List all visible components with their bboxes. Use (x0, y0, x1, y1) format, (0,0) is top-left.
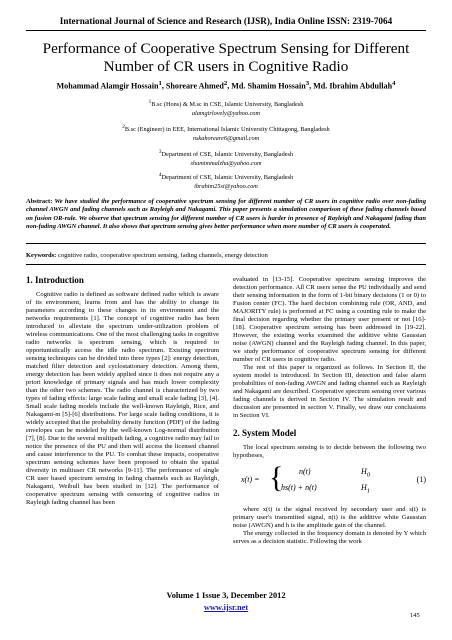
equation-case-1: n(t) (299, 467, 311, 476)
author-2-sup: 2 (223, 80, 228, 87)
journal-header: International Journal of Science and Research (IJSR), India Online ISSN: 2319-7064 (59, 16, 393, 26)
affiliation-4-email: ibrahim25si@yahoo.com (194, 182, 258, 190)
abstract-label: Abstract: (26, 198, 53, 205)
equation-case-2-hyp (361, 484, 370, 496)
affiliation-3 (0, 148, 452, 168)
equation-lhs: x(t) = (241, 475, 260, 484)
author-2: Shoreare Ahmed (165, 81, 224, 91)
equation-case-1-hyp (361, 468, 370, 480)
keywords-rule (26, 264, 426, 265)
equation-case-1-sub: 0 (366, 471, 371, 479)
author-3-sup: 3 (305, 80, 310, 87)
abstract (26, 198, 426, 232)
right-paragraph-2: The rest of this paper is organized as follows. In Section II, the system model is introduced. In Section III, detection and false alarm probabilities of non-fading AWGN and fading channel such as Rayleigh and Nakagami are described. Cooperative spectrum sensing over various fading channels is derived in Section IV. The simulation result and discussion are presented in section V. Finally, we draw our conclusions in Section VI. (233, 364, 426, 419)
affiliation-2-sup: 2 (122, 124, 125, 130)
affiliation-4-text: Department of CSE, Islamic University, Bangladesh (161, 174, 294, 182)
affiliation-1-sup: 1 (148, 99, 152, 105)
intro-paragraph: Cognitive radio is defined as software defined radio which is aware of its environment, learns from and has the ability to change its parameters according to these changes in its environment and the networks requirements [1]. The concept of cognitive radio has been introduced to alleviate the spectrum under-utilization problem of wireless communications. One of the most challenging tasks in cognitive radio networks is spectrum sensing, which is required to opportunistically access the idle radio spectrum. Existing spectrum sensing techniques can be divided into three types [2]: energy detection, matched filter detection and cyclostationary detection. Among them, energy detection has been widely applied since it does not require any a priori knowledge of primary signals and has much lower complexity than the other two schemes. The radio channel is characterized by two types of fading effects: large scale fading and small scale fading [3], [4]. Small scale fading models include the well-known Rayleigh, Rice, and Nakagami-m [5]-[6] distributions. For large scale fading conditions, it is widely accepted that the probability density function (PDF) of the fading envelopes can be modeled by the well-known Log-normal distribution [7], [8]. Due to the several multipath fading, a cognitive radio may fail to notice the presence of the PU and then will access the licensed channel and cause interference to the PU. To combat these impacts, cooperative spectrum sensing schemes have been proposed to obtain the spatial diversity in multiuser CR networks [9-11]. The performance of single CR user based spectrum sensing in fading channels such as Rayleigh, Nakagami, Weibull has been studied in [12]. The performance of cooperative spectrum sensing with censoring of cognitive radios in Rayleigh fading channel has been (26, 291, 219, 506)
affiliation-1 (0, 98, 452, 118)
equation-number: (1) (416, 475, 426, 484)
left-column (26, 276, 219, 507)
equation-case-2: hs(t) + n(t) (281, 483, 317, 492)
footer-volume: Volume 1 Issue 3, December 2012 (166, 591, 286, 600)
right-column (233, 276, 426, 546)
abstract-text: We have studied the performance of cooperative spectrum sensing for different number of CR users in cognitive radio over non-fading channel AWGN and fading channels such as Rayleigh and Nakagami. This paper presents a simulation comparison of these fading channels based on fusion OR-rule. We observe that spectrum sensing for different number of CR users is harder in presence of Rayleigh and Nakagami fading than non-fading AWGN channel. It also shows that spectrum sensing gives better performance when more number of CR users is cooperated. (26, 198, 426, 231)
author-4-sup: 4 (392, 80, 396, 87)
system-model-paragraph-2: where x(t) is the signal received by secondary user and s(t) is primary user's transmitted signal, n(t) is the additive white Gaussian noise (AWGN) and h is the amplitude gain of the channel. (233, 506, 426, 529)
intro-heading: 1. Introduction (26, 275, 84, 285)
affiliation-1-email: alamgirlovely@yahoo.com (191, 109, 261, 117)
author-list: Mohammad Alamgir Hossain$^1$, Shoreare Ahmed$^2$, Md. Shamim Hossain$^3$, Md. Ibrahim Abdullah$^4$ (56, 80, 396, 91)
title-line-1: Performance of Cooperative Spectrum Sensing for Different (42, 40, 410, 57)
system-model-heading: 2. System Model (233, 428, 297, 438)
keywords-label: Keywords: (26, 252, 57, 259)
equation-case-2-sub: 1 (366, 487, 371, 495)
keywords-text: cognitive radio, cooperative spectrum sensing, fading channels, energy detection (57, 252, 268, 259)
affiliation-2 (0, 123, 452, 143)
system-model-paragraph-1: The local spectrum sensing is to decide between the following two hypotheses, (233, 444, 426, 459)
affiliation-3-text: Department of CSE, Islamic University, Bangladesh (161, 151, 294, 159)
paper-title (20, 40, 432, 76)
abstract-rule (26, 243, 426, 244)
equation-case-1-h: H (361, 467, 367, 476)
author-1: Mohammad Alamgir Hossain (56, 81, 159, 91)
affiliation-3-email: shamimmalzha@yahoo.com (190, 159, 262, 167)
right-paragraph-1: evaluated in [13-15]. Cooperative spectrum sensing improves the detection performance. All CR users sense the PU individually and send their sensing information in the form of 1-bit binary decisions (1 or 0) to Fusion center (FC). The hard decision combining rule (OR, AND, and MAJORITY rule) is performed at FC using a counting rule to make the final decision regarding whether the primary user present or not [16]-[18]. Cooperative spectrum sensing has been addressed in [19-22]. However, the existing works examined the additive white Gaussian noise (AWGN) channel and the Rayleigh fading channel. In this paper, we study performance of cooperative spectrum sensing for different number of CR users in cognitive radio. (233, 276, 426, 363)
affiliation-2-email: nskahoreare6@gmail.com (192, 134, 260, 142)
affiliation-1-text: B.sc (Hons) & M.sc in CSE, Islamic University, Bangladesh (151, 101, 304, 109)
affiliation-4 (0, 171, 452, 191)
affiliation-4-sup: 4 (158, 172, 162, 178)
equation-brace: { (269, 461, 284, 494)
affiliation-2-text: B.sc (Engineer) in EEE, International Islamic University Chittagong, Bangladesh (124, 126, 330, 134)
system-model-paragraph-3: The energy collected in the frequency domain is denoted by Y which serves as a decision statistic. Following the work (233, 530, 426, 545)
title-line-2: Number of CR users in Cognitive Radio (103, 58, 349, 75)
keywords (26, 252, 426, 259)
author-3: Md. Shamim Hossain (231, 81, 306, 91)
author-1-sup: 1 (158, 80, 162, 87)
header-rule (26, 30, 426, 31)
footer-url-link[interactable]: www.ijsr.net (203, 603, 249, 612)
footer (0, 590, 452, 614)
page-number: 145 (410, 612, 420, 619)
author-4: Md. Ibrahim Abdullah (313, 81, 393, 91)
equation-case-2-h: H (361, 483, 367, 492)
equation-1 (233, 461, 426, 500)
affiliation-3-sup: 3 (158, 149, 162, 155)
